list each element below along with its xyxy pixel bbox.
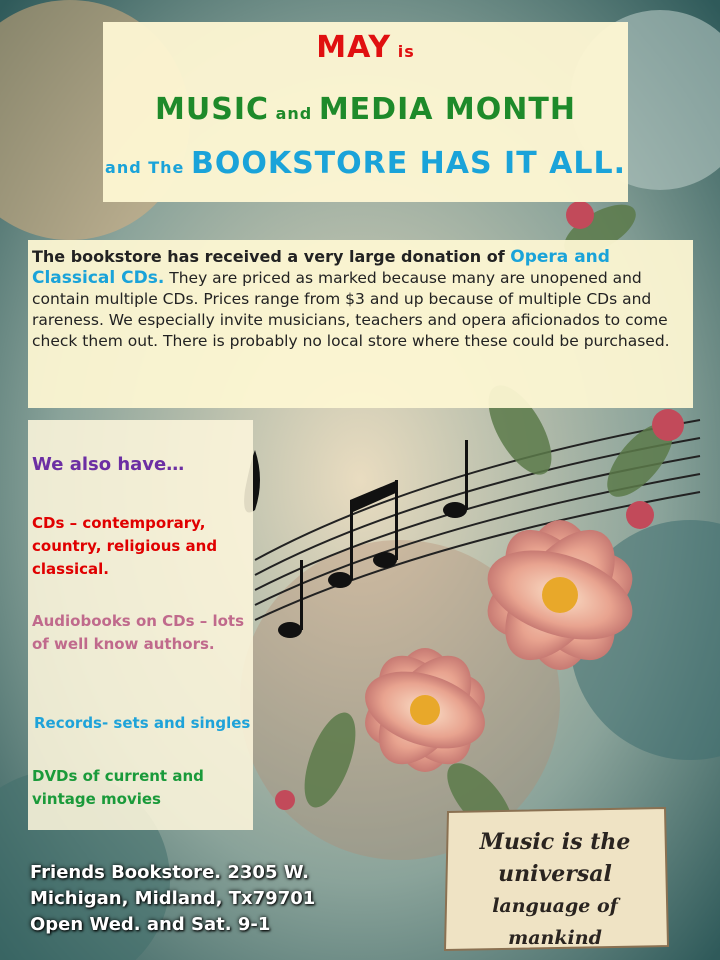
title-line-3	[103, 146, 628, 181]
title-and-the: and The	[105, 158, 191, 177]
item-dvds: DVDs of current and vintage movies	[32, 767, 204, 808]
footer-line-2: Michigan, Midland, Tx79701	[30, 888, 316, 909]
sign-line-3: language of mankind	[492, 895, 618, 949]
title-media-month: MEDIA MONTH	[318, 92, 576, 127]
title-line-2	[103, 92, 628, 127]
sign-line-2: universal	[498, 861, 612, 887]
donation-body: They are priced as marked because many are unopened and contain multiple CDs. Prices range from $3 and up because of multiple CDs and rareness. We especially invite musicians, teachers and opera aficionados to come check them out. There is probably no local store where these could be purchased.	[32, 269, 670, 350]
title-line-1	[103, 30, 628, 65]
donation-highlight: Opera and Classical CDs.	[32, 247, 610, 288]
title-and: and	[269, 104, 319, 123]
title-is: is	[391, 42, 415, 61]
donation-paragraph	[32, 246, 692, 352]
store-address	[30, 860, 350, 938]
item-records: Records- sets and singles	[34, 714, 251, 732]
footer-line-1: Friends Bookstore. 2305 W.	[30, 862, 309, 883]
title-bookstore: BOOKSTORE HAS IT ALL.	[190, 146, 626, 181]
also-have-heading: We also have…	[32, 454, 185, 475]
title-music: MUSIC	[155, 92, 270, 127]
donation-lead: The bookstore has received a very large donation of	[32, 247, 511, 266]
sign-quote	[445, 826, 665, 954]
footer-line-3: Open Wed. and Sat. 9-1	[30, 914, 271, 935]
item-audiobooks: Audiobooks on CDs – lots of well know authors.	[32, 612, 245, 653]
item-cds: CDs – contemporary, country, religious and classical.	[32, 514, 218, 578]
title-may: MAY	[316, 30, 392, 65]
sign-line-1: Music is the	[479, 829, 631, 855]
